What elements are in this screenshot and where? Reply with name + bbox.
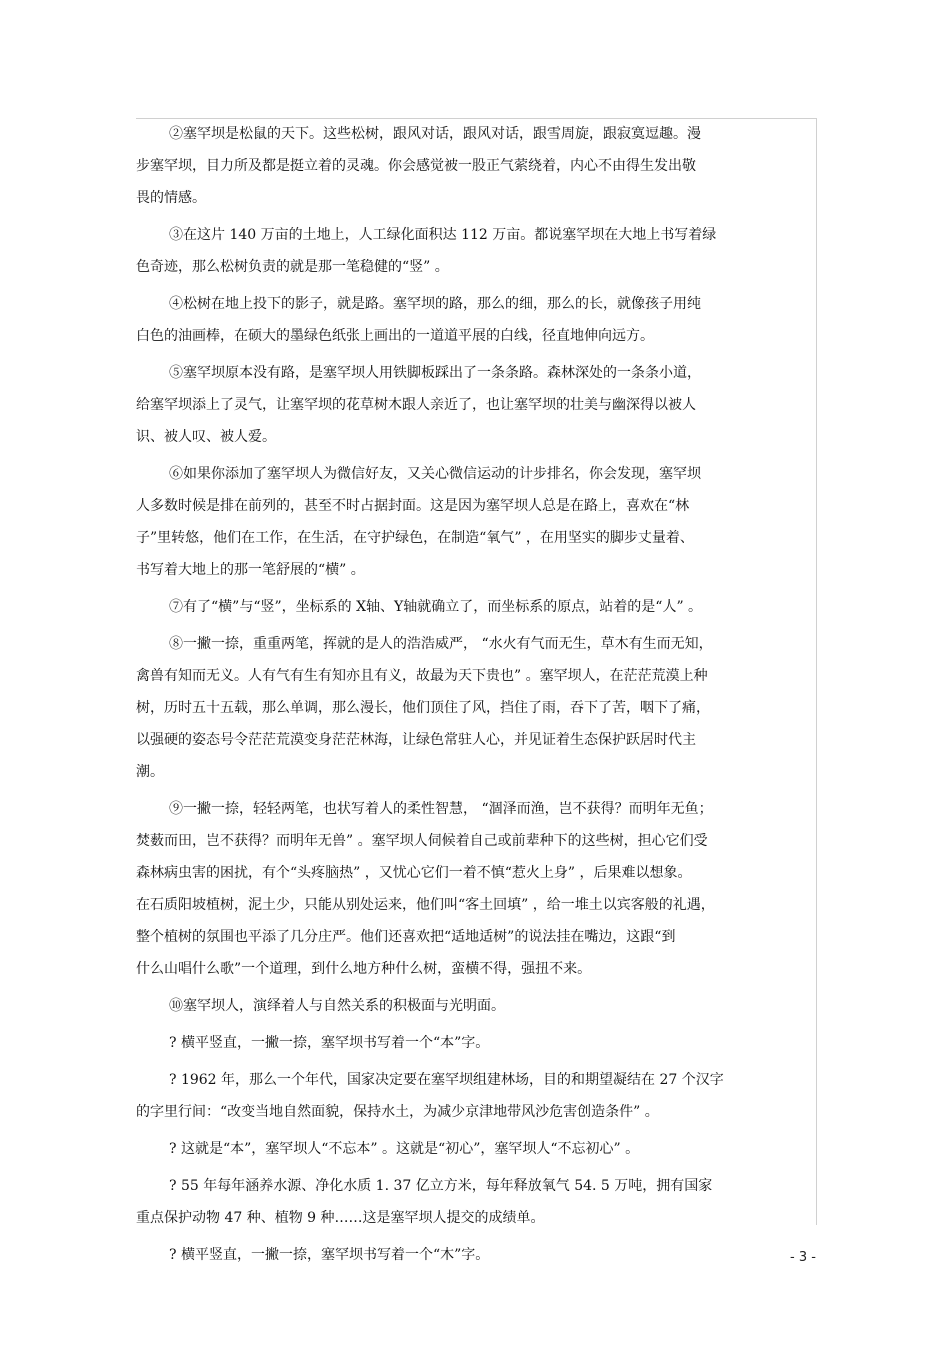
paragraph [136,793,812,985]
text-line: 禽兽有知而无义。人有气有生有知亦且有义，故最为天下贵也” 。塞罕坝人，在茫茫荒漠上种 [136,668,708,684]
text-line: 人多数时候是排在前列的，甚至不时占据封面。这是因为塞罕坝人总是在路上，喜欢在“林 [136,498,690,514]
text-line: ? 横平竖直，一撇一捺，塞罕坝书写着一个“本”字。 [169,1035,490,1051]
paragraph [136,288,812,352]
text-line: ? 1962 年，那么一个年代，国家决定要在塞罕坝组建林场，目的和期望凝结在 27 个汉字 [169,1072,724,1088]
text-line: 给塞罕坝添上了灵气，让塞罕坝的花草树木跟人亲近了，也让塞罕坝的壮美与幽深得以被人 [136,397,696,413]
paragraph [136,458,812,586]
text-line: 在石质阳坡植树，泥土少，只能从别处运来，他们叫“客土回填” ，给一堆土以宾客般的礼遇， [136,897,715,913]
text-line: 焚薮而田，岂不获得？而明年无兽” 。塞罕坝人伺候着自己或前辈种下的这些树，担心它们受 [136,833,708,849]
text-line: 识、被人叹、被人爱。 [136,429,276,445]
text-line: 畏的情感。 [136,190,206,206]
text-line: ②塞罕坝是松鼠的天下。这些松树，跟风对话，跟风对话，跟雪周旋，跟寂寞逗趣。漫 [169,126,701,142]
text-line: 书写着大地上的那一笔舒展的“横” 。 [136,562,365,578]
text-line: ④松树在地上投下的影子，就是路。塞罕坝的路，那么的细，那么的长，就像孩子用纯 [169,296,701,312]
paragraph [136,990,812,1022]
text-line: 重点保护动物 47 种、植物 9 种……这是塞罕坝人提交的成绩单。 [136,1210,545,1226]
text-line: ? 55 年每年涵养水源、净化水质 1. 37 亿立方米，每年释放氧气 54. 5 万吨，拥有国家 [169,1178,713,1194]
paragraph [136,591,812,623]
text-line: 树，历时五十五载，那么单调，那么漫长，他们顶住了风，挡住了雨，吞下了苦，咽下了痛， [136,700,710,716]
paragraph [136,1064,812,1128]
paragraph [136,628,812,788]
text-line: 子”里转悠，他们在工作，在生活，在守护绿色，在制造“氧气” ，在用坚实的脚步丈量着、 [136,530,694,546]
text-line: 步塞罕坝，目力所及都是挺立着的灵魂。你会感觉被一股正气萦绕着，内心不由得生发出敬 [136,158,696,174]
paragraph [136,219,812,283]
paragraph [136,357,812,453]
text-line: 色奇迹，那么松树负责的就是那一笔稳健的“竖” 。 [136,259,449,275]
paragraph [136,1170,812,1234]
text-line: ③在这片 140 万亩的土地上，人工绿化面积达 112 万亩。都说塞罕坝在大地上书写着绿 [169,227,717,243]
paragraph [136,118,812,214]
text-line: 整个植树的氛围也平添了几分庄严。他们还喜欢把“适地适树”的说法挂在嘴边，这跟“到 [136,929,676,945]
text-line: ⑦有了“横”与“竖”，坐标系的 X轴、Y轴就确立了，而坐标系的原点，站着的是“人” 。 [169,599,703,615]
paragraph [136,1133,812,1165]
text-line: 潮。 [136,764,164,780]
text-line: ⑤塞罕坝原本没有路，是塞罕坝人用铁脚板踩出了一条条路。森林深处的一条条小道， [169,365,701,381]
text-line: 森林病虫害的困扰，有个“头疼脑热” ，又忧心它们一着不慎“惹火上身” ，后果难以想象。 [136,865,692,881]
text-line: ? 横平竖直，一撇一捺，塞罕坝书写着一个“木”字。 [169,1247,490,1263]
text-line: ? 这就是“本”，塞罕坝人“不忘本” 。这就是“初心”，塞罕坝人“不忘初心” 。 [169,1141,640,1157]
paragraph [136,1239,812,1271]
text-line: 什么山唱什么歌”一个道理，到什么地方种什么树，蛮横不得，强扭不来。 [136,961,592,977]
text-line: ⑨一撇一捺，轻轻两笔，也状写着人的柔性智慧， “涸泽而渔，岂不获得？而明年无鱼； [169,801,713,817]
text-line: ⑥如果你添加了塞罕坝人为微信好友，又关心微信运动的计步排名，你会发现，塞罕坝 [169,466,701,482]
text-line: ⑩塞罕坝人，演绎着人与自然关系的积极面与光明面。 [169,998,505,1014]
text-line: 白色的油画棒，在硕大的墨绿色纸张上画出的一道道平展的白线，径直地伸向远方。 [136,328,654,344]
text-line: 以强硬的姿态号令茫茫荒漠变身茫茫林海，让绿色常驻人心，并见证着生态保护跃居时代主 [136,732,696,748]
text-line: ⑧一撇一捺，重重两笔，挥就的是人的浩浩威严， “水火有气而无生，草木有生而无知， [169,636,713,652]
text-line: 的字里行间：“改变当地自然面貌，保持水土，为减少京津地带风沙危害创造条件” 。 [136,1104,659,1120]
document-body [136,118,812,1276]
page-number: - 3 - [790,1250,816,1265]
paragraph [136,1027,812,1059]
